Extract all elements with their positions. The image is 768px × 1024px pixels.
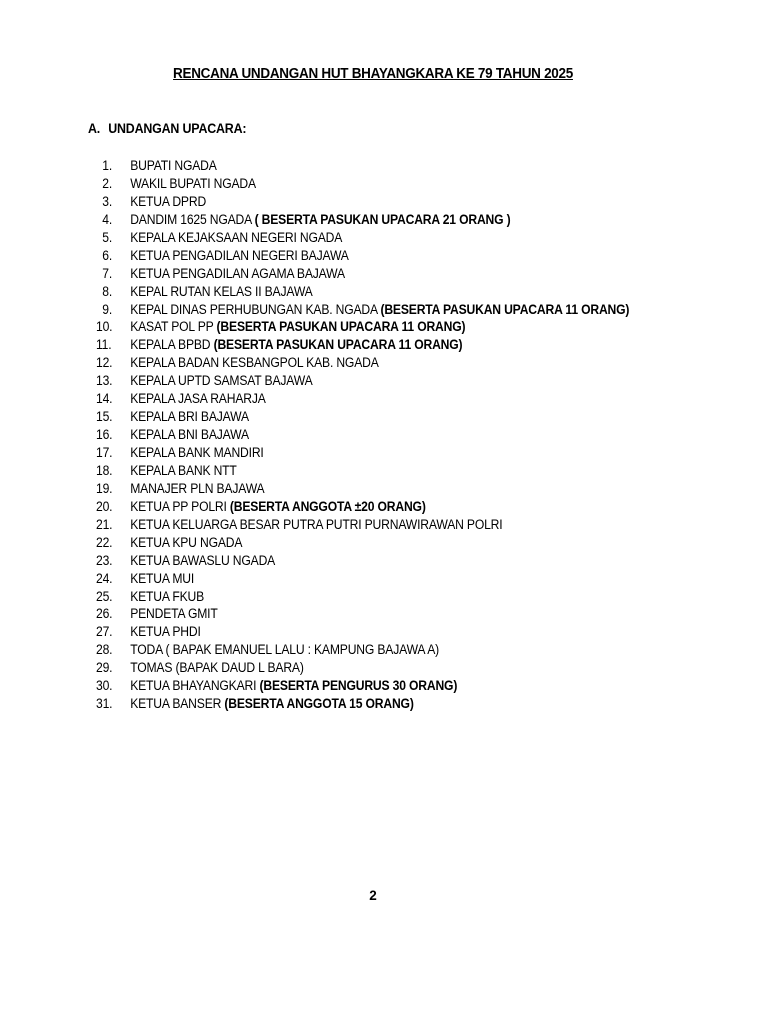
list-item-name: KEPALA BANK MANDIRI <box>130 445 264 460</box>
list-item <box>96 570 629 588</box>
list-item-number: 8. <box>102 283 113 299</box>
list-item-note: (BESERTA PENGURUS 30 ORANG) <box>259 678 458 694</box>
list-item <box>96 462 629 480</box>
list-item-name: KEPALA BADAN KESBANGPOL KAB. NGADA <box>130 355 379 371</box>
list-item-number: 13. <box>96 373 113 389</box>
list-item-name: DANDIM 1625 NGADA <box>130 211 255 227</box>
list-item <box>96 659 629 677</box>
list-item <box>96 175 629 193</box>
list-item-name: KETUA KELUARGA BESAR PUTRA PUTRI PURNAWIRAWAN POLRI <box>130 516 503 532</box>
list-item-number: 28. <box>96 642 113 658</box>
list-item-name: KETUA PENGADILAN NEGERI BAJAWA <box>130 247 349 263</box>
list-item <box>96 336 629 354</box>
list-item <box>96 588 629 606</box>
list-item-name: MANAJER PLN BAJAWA <box>130 480 265 496</box>
list-item <box>96 372 629 390</box>
list-item <box>96 444 629 462</box>
list-item-number: 30. <box>96 678 113 694</box>
list-item <box>96 605 629 623</box>
list-item-note: (BESERTA ANGGOTA 15 ORANG) <box>224 696 414 712</box>
section-heading <box>88 121 246 136</box>
list-item-name: KEPALA BRI BAJAWA <box>130 409 249 425</box>
list-item-number: 12. <box>96 355 113 371</box>
list-item-name: KETUA PP POLRI <box>130 498 230 514</box>
list-item-number: 21. <box>96 516 113 532</box>
list-item <box>96 211 629 229</box>
list-item-name: TODA ( BAPAK EMANUEL LALU : KAMPUNG BAJAWA A) <box>130 642 439 658</box>
list-item <box>96 426 629 444</box>
list-item-name: KETUA BANSER <box>130 696 225 712</box>
section-heading-text: UNDANGAN UPACARA: <box>108 121 247 136</box>
list-item <box>96 354 629 372</box>
list-item <box>96 516 629 534</box>
list-item-name: KEPALA JASA RAHARJA <box>130 391 266 407</box>
list-item-note: (BESERTA ANGGOTA ±20 ORANG) <box>229 498 426 514</box>
list-item-note: (BESERTA PASUKAN UPACARA 11 ORANG) <box>380 301 630 317</box>
list-item-number: 6. <box>102 247 113 263</box>
list-item-note: (BESERTA PASUKAN UPACARA 11 ORANG) <box>213 337 463 353</box>
list-item <box>96 301 629 319</box>
list-item <box>96 695 629 713</box>
list-item <box>96 641 629 659</box>
list-item-number: 10. <box>96 319 113 335</box>
list-item <box>96 498 629 516</box>
list-item-name: KETUA DPRD <box>130 193 207 209</box>
list-item-name: TOMAS (BAPAK DAUD L BARA) <box>130 660 304 676</box>
list-item-number: 25. <box>96 588 113 604</box>
list-item-number: 18. <box>96 462 113 478</box>
list-item-number: 23. <box>96 552 113 568</box>
list-item-name: KETUA BHAYANGKARI <box>130 678 260 694</box>
list-item-number: 31. <box>96 696 113 712</box>
list-item-note: (BESERTA PASUKAN UPACARA 11 ORANG) <box>216 319 466 335</box>
list-item-number: 7. <box>102 265 113 281</box>
list-item <box>96 677 629 695</box>
list-item-number: 9. <box>102 301 113 317</box>
list-item-name: KEPAL DINAS PERHUBUNGAN KAB. NGADA <box>130 301 381 317</box>
list-item-number: 19. <box>96 480 113 496</box>
list-item-number: 1. <box>102 158 113 173</box>
list-item <box>96 408 629 426</box>
list-item-number: 26. <box>96 606 113 622</box>
list-item-number: 15. <box>96 409 113 425</box>
list-item-name: KEPALA KEJAKSAAN NEGERI NGADA <box>130 229 343 245</box>
list-item-number: 29. <box>96 660 113 676</box>
list-item-number: 24. <box>96 570 113 586</box>
list-item <box>96 247 629 265</box>
list-item-name: KEPALA BANK NTT <box>130 462 237 478</box>
list-item-number: 3. <box>102 193 113 209</box>
list-item <box>96 480 629 498</box>
list-item-number: 5. <box>102 229 113 245</box>
list-item-name: KETUA PHDI <box>130 624 201 640</box>
page-number: 2 <box>369 888 377 903</box>
list-item <box>96 265 629 283</box>
document-title: RENCANA UNDANGAN HUT BHAYANGKARA KE 79 TAHUN 2025 <box>173 66 573 82</box>
list-item-name: WAKIL BUPATI NGADA <box>130 175 256 191</box>
list-item-name: KASAT POL PP <box>130 319 217 335</box>
list-item <box>96 552 629 570</box>
list-item-name: KETUA PENGADILAN AGAMA BAJAWA <box>130 265 345 281</box>
list-item <box>96 390 629 408</box>
list-item <box>96 229 629 247</box>
invitation-list <box>96 157 689 713</box>
list-item-name: KETUA BAWASLU NGADA <box>130 552 276 568</box>
list-item <box>96 157 629 175</box>
list-item-name: KETUA MUI <box>130 570 195 586</box>
list-item <box>96 193 629 211</box>
list-item-name: KEPALA BNI BAJAWA <box>130 427 249 443</box>
list-item-name: KETUA FKUB <box>130 588 205 604</box>
list-item-name: KETUA KPU NGADA <box>130 534 243 550</box>
list-item-note: ( BESERTA PASUKAN UPACARA 21 ORANG ) <box>254 211 511 227</box>
list-item-number: 4. <box>102 211 113 227</box>
list-item-number: 11. <box>96 337 112 353</box>
list-item <box>96 623 629 641</box>
list-item-name: BUPATI NGADA <box>130 158 217 173</box>
list-item <box>96 283 629 301</box>
section-letter: A. <box>88 121 101 136</box>
list-item-number: 2. <box>102 175 113 191</box>
list-item-name: KEPAL RUTAN KELAS II BAJAWA <box>130 283 313 299</box>
list-item-number: 27. <box>96 624 113 640</box>
list-item-number: 20. <box>96 498 113 514</box>
list-item-name: KEPALA UPTD SAMSAT BAJAWA <box>130 373 313 389</box>
list-item-number: 14. <box>96 391 113 407</box>
list-item-name: KEPALA BPBD <box>130 337 214 353</box>
list-item <box>96 318 629 336</box>
list-item-name: PENDETA GMIT <box>130 606 218 622</box>
list-item-number: 16. <box>96 427 113 443</box>
list-item <box>96 534 629 552</box>
list-item-number: 22. <box>96 534 113 550</box>
list-item-number: 17. <box>96 445 113 460</box>
